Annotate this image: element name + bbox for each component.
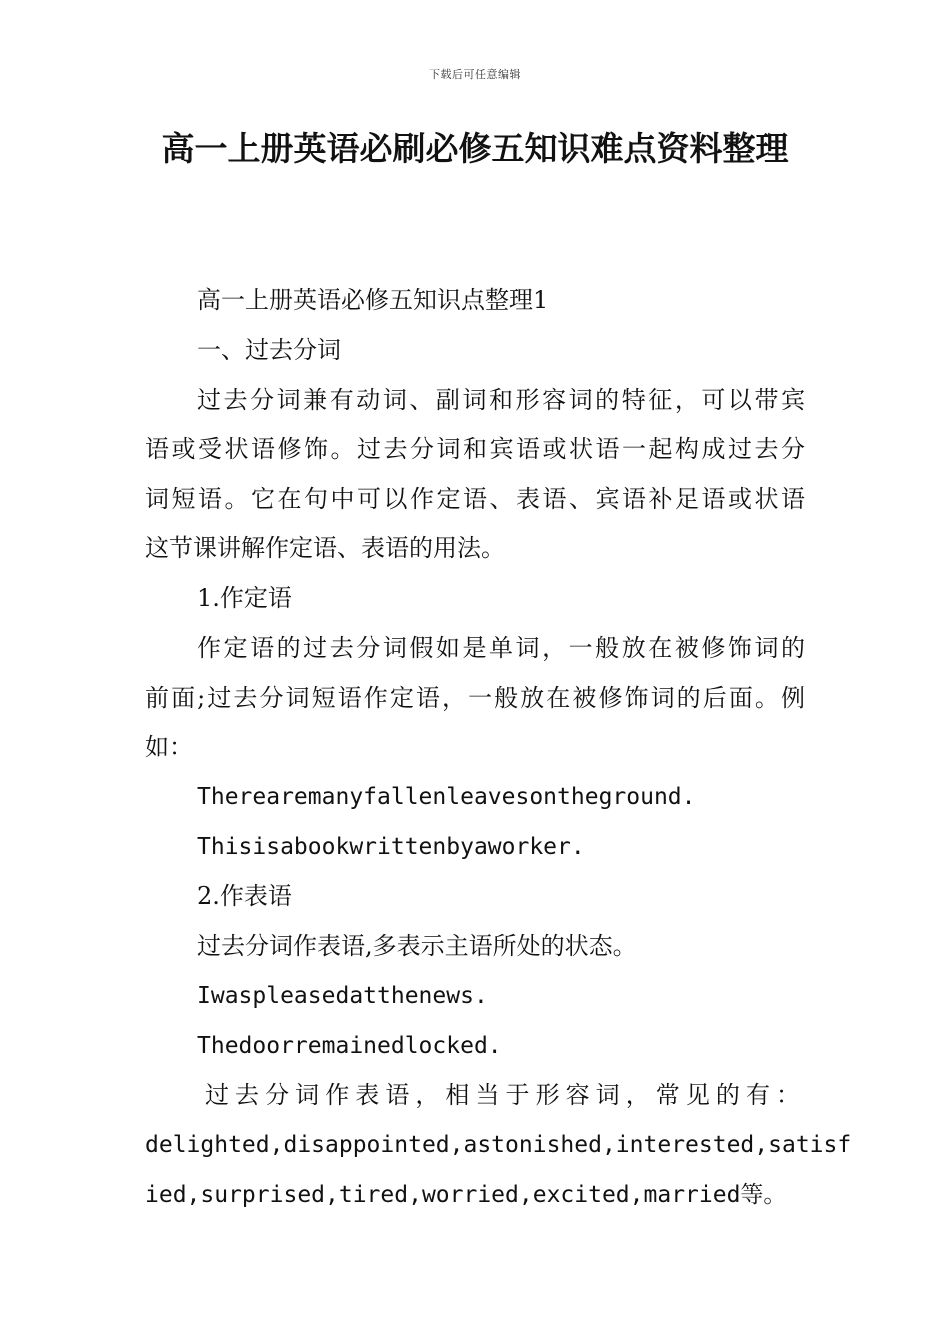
- paragraph-line: 词短语。它在句中可以作定语、表语、宾语补足语或状语: [145, 485, 805, 513]
- paragraph-line: 这节课讲解作定语、表语的用法。: [145, 534, 505, 562]
- document-title: 高一上册英语必刷必修五知识难点资料整理: [161, 129, 789, 168]
- paragraph-line: 过去分词作表语，相当于形容词，常见的有：: [205, 1081, 800, 1109]
- paragraph-line: 语或受状语修饰。过去分词和宾语或状语一起构成过去分: [145, 435, 805, 463]
- numbered-heading: 2.作表语: [197, 882, 292, 910]
- subsection-heading: 一、过去分词: [197, 336, 341, 364]
- section-heading: 高一上册英语必修五知识点整理1: [197, 286, 549, 314]
- paragraph-line: 过去分词作表语,多表示主语所处的状态。: [197, 932, 637, 960]
- paragraph-line: 如：: [145, 733, 193, 761]
- word-list-line: delighted,disappointed,astonished,interested,satisf: [145, 1132, 852, 1158]
- paragraph-line: 过去分词兼有动词、副词和形容词的特征，可以带宾: [197, 386, 805, 414]
- example-sentence: Thisisabookwrittenbyaworker.: [197, 834, 585, 860]
- example-sentence: Thedoorremainedlocked.: [197, 1033, 502, 1059]
- paragraph-line: 作定语的过去分词假如是单词，一般放在被修饰词的: [197, 634, 805, 662]
- numbered-heading: 1.作定语: [197, 584, 292, 612]
- word-list-line: ied,surprised,tired,worried,excited,married等。: [145, 1182, 787, 1208]
- header-note: 下载后可任意编辑: [429, 68, 521, 81]
- example-sentence: Therearemanyfallenleavesontheground.: [197, 784, 696, 810]
- paragraph-line: 前面;过去分词短语作定语，一般放在被修饰词的后面。例: [145, 684, 805, 712]
- example-sentence: Iwaspleasedatthenews.: [197, 983, 488, 1009]
